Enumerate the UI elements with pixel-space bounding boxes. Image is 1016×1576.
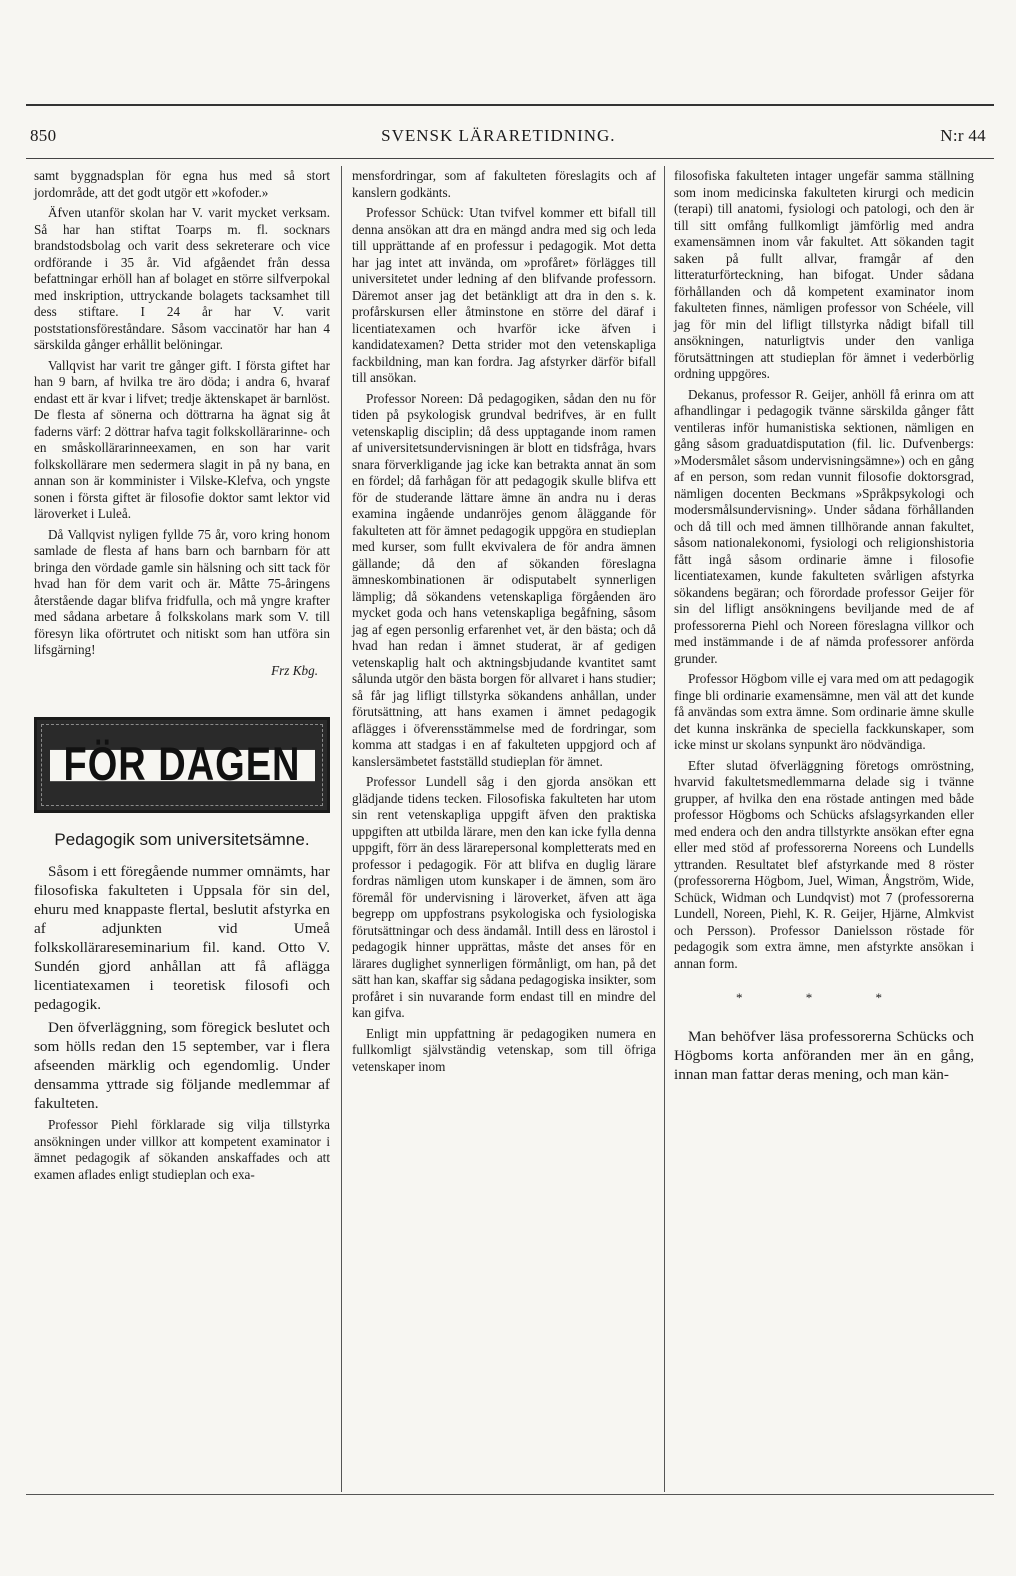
column-divider-2 [664,166,665,1492]
section-title: Pedagogik som universitetsämne. [54,830,310,849]
paragraph: Professor Schück: Utan tvifvel kommer ett bifall till denna ansökan att dra en mängd andra med sig och leda till upprättande af en professur i pedagogik. Mot detta har jag intet att invända, om »profåret» förlägges till universitetet under ledning af den blifvande professorn. Däremot anser jag det betänkligt att dra in den s. k. profårskursen eller åtminstone en större del däraf i licentiatexamen och hvarför icke äfven i kandidatexamen? Detta strider mot den vetenskapliga fackbildning, man kan fordra. Jag afstyrker därför bifall till ansökan. [352,205,656,385]
paragraph: Professor Noreen: Då pedagogiken, sådan den nu för tiden på psykologisk grundval bedrifves, är en fullt vetenskaplig disciplin; då dess upptagande inom ramen af universitetsundervisningen är blott en tidsfråga, hvars snara förverkligande jag icke kan betrakta annat än som en fördel; då farhågan för att pedagogik skulle blifva ett för de studerande lättare ämne än andra nu i deras examina ingående undanröjes genom åläggande för fakulteten att för ämnet pedagogik uppgöra en studieplan med kurser, som fullt ekvivalera de för andra ämnen gällande; då den af sökanden föreslagna ämneskombinationen är odisputabelt synnerligen lämplig; då sökandens vetenskapliga förgåenden äro mycket goda och hans vetenskapliga begåfning, såsom jag af egen personlig erfarenhet vet, är den bästa; och då hvad han redan i ämnet studerat, är af gedigen vetenskaplig halt och aktningsbjudande kvantitet samt sålunda utgör den bästa borgen för allvaret i hans studier; så får jag lifligt tillstyrka sökandens anhållan, under förutsättning, att hans examen i ämnet pedagogik aflägges i öfverensstämmelse med de fordringar, som komma att stadgas i en af fakulteten uppgjord och af kanslersämbetet fastställd studieplan för ämnet. [352,390,656,769]
bottom-rule [26,1494,994,1495]
paragraph: Enligt min uppfattning är pedagogiken numera en fullkomligt självständig vetenskap, som till öfriga vetenskaper inom [352,1025,656,1074]
publication-title: SVENSK LÄRARETIDNING. [381,126,616,145]
column-1 [34,168,330,1187]
paragraph: samt byggnadsplan för egna hus med så stort jordområde, att det godt utgör ett »kofoder.» [34,168,330,200]
for-dagen-banner [34,717,330,813]
paragraph: filosofiska fakulteten intager ungefär samma ställning som inom medicinska fakulteten kirurgi och medicin (terapi) till anatomi, fysiologi och patologi, och den är till sitt omfång fullkomligt jämförlig med andra examensämnen inom vår fakultet. Att sökanden tagit saken på fullt allvar, framgår af den litteraturförteckning, han bifogat. Under sådana förhållanden och då kompetent examinator inom fakulteten finnes, nämligen professor von Schéele, vill jag för min del lifligt tillstyrka nådigt bifall till ansökningen, naturligtvis under den vanliga förutsättningen att studieplan för ämnet i vederbörlig ordning uppgöres. [674,168,974,381]
column-2 [352,168,656,1079]
paragraph: Den öfverläggning, som föregick beslutet och som hölls redan den 15 september, var i flera afseenden märklig och egendomlig. Under densamma yttrade sig följande medlemmar af fakulteten. [34,1019,330,1112]
issue-number: N:r 44 [940,126,986,145]
top-rule [26,104,994,106]
banner-text: FÖR DAGEN [50,750,315,781]
paragraph: Dekanus, professor R. Geijer, anhöll få erinra om att afhandlingar i pedagogik tvänne särskilda gånger fått ventileras inför humanistiska sektionen, nämligen en gång såsom graduatdisputation (fil. lic. Dufvenbergs: »Modersmålet såsom undervisningsämne») och en gång af en person, som redan vunnit filosofie doktorsgrad, nämligen docenten Beckmans »Språkpsykologi och modersmålsundervisning». Under sådana förhållanden och då till och med ämnen tillhörande annan fakultet, såsom nationalekonomi, fysiologi och religionshistoria fått ingå såsom ordinarie ämne i filosofie licentiatexamen, kunde fakulteten svårligen afstyrka sökandens begäran; och förordade professor Geijer för sin del lifligt ansökningens beviljande med de af professorerna Piehl och Noreen föreslagna villkor och med instämmande i de af nämda professorer anförda grunder. [674,386,974,666]
page-number: 850 [30,126,57,145]
paragraph: Professor Högbom ville ej vara med om att pedagogik finge bli ordinarie examensämne, men väl att det kunde få användas som extra ämne. Som ordinarie ämne skulle det kunna inskränka de speciella fackkunskaper, som icke minst ur skolans synpunkt äro nödvändiga. [674,671,974,752]
paragraph: Man behöfver läsa professorerna Schücks och Högboms korta anföranden mer än en gång, innan man fattar deras mening, och man kän- [674,1027,974,1083]
paragraph: Såsom i ett föregående nummer omnämts, har filosofiska fakulteten i Uppsala för sin del, ehuru med knappaste flertal, beslutit afstyrka en af adjunkten vid Umeå folkskollärareseminarium fil. kand. Otto V. Sundén gjord anhållan att få aflägga licentiatexamen i teoretisk filosofi och pedagogik. [34,863,330,1013]
paragraph: Efter slutad öfverläggning företogs omröstning, hvarvid fakultetsmedlemmarna delade sig i tvänne grupper, af hvilka den ena röstade antingen med både professor Högboms och Schücks afslagsyrkanden eller med endera och den andra tillstyrkte ansökan efter egna eller med stöd af professorerna Noreens och Lundells yttranden. Resultatet blef afstyrkande med 8 röster (professorerna Högbom, Juel, Wiman, Ångström, Wide, Schück, Widman och Lundqvist) mot 7 (professorerna Lundell, Noreen, Piehl, K. R. Geijer, Hjärne, Almkvist och Persson). Professor Danielsson röstade för pedagogik som extra ämne, men afstyrkte ansökan i annan form. [674,757,974,971]
paragraph: Professor Lundell såg i den gjorda ansökan ett glädjande tidens tecken. Filosofiska fakulteten har utom sin rent vetenskapliga uppgift äfven den praktiska uppgiften att utbilda lärare, men den kan icke fylla denna uppgift, förr än dess lärarepersonal kompletterats med en professor i pedagogik. För att blifva en duglig lärare fordras nämligen utom kunskaper i de ämnen, som äro föremål för undervisning i läroverket, äfven att äga begrepp om uppfostrans psykologiska och fysiologiska förutsättningar och dess ändamål. Intill dess en lärostol i pedagogik hinner upprättas, måste det anses för en lärares duglighet synnerligen förmånligt, om han, på det sätt han kan, skaffar sig sådana pedagogiska insikter, som profåret i sin nuvarande form endast till en mindre del kan gifva. [352,774,656,1020]
section-separator-stars: * * * [736,990,912,1005]
signature: Frz Kbg. [271,662,318,678]
paragraph: mensfordringar, som af fakulteten föreslagits och af kanslern godkänts. [352,168,656,200]
paragraph: Äfven utanför skolan har V. varit mycket verksam. Så har han stiftat Toarps m. fl. socknars brandstodsbolag och varit dess sekreterare och vice ordförande i 35 år. Vid afgåendet från dessa befattningar erhöll han af bolaget en större silfverpokal med inskription, uttryckande bolagets tacksamhet till dess stiftare. I 24 år har V. varit poststationsföreståndare. Såsom vaccinatör har han 4 särskilda gånger erhållit belöningar. [34,205,330,352]
paragraph: Då Vallqvist nyligen fyllde 75 år, voro kring honom samlade de flesta af hans barn och barnbarn för att bringa den vördade gamle sin hälsning och sitt tack för hvad han för dem varit och är. Måtte 75-åringens återstående dagar blifva fridfulla, och må yngre krafter med sådana arbetare å folkskolans mark som V. till föresyn lika oförtrutet och nitiskt som han utföra sin lifsgärning! [34,526,330,657]
column-divider-1 [341,166,342,1492]
page-header [30,126,986,154]
column-3 [674,168,974,1088]
header-rule [26,158,994,159]
paragraph: Professor Piehl förklarade sig vilja tillstyrka ansökningen under villkor att kompetent examinator i ämnet pedagogik af sökanden anskaffades och att examen aflades enligt studieplan och exa- [34,1117,330,1182]
paragraph: Vallqvist har varit tre gånger gift. I första giftet har han 9 barn, af hvilka tre äro döda; i andra 6, hvaraf endast ett är kvar i lifvet; tredje äktenskapet är barnlöst. De flesta af sönerna och döttrarna ha ägnat sig åt faderns värf: 2 döttrar hafva tagit folkskollärarinne- och en småskollärarinneexamen, en son har varit folkskollärare men sedermera slagit in på ny bana, en annan son är komminister i Vilske-Klefva, och yngste sonen i första giftet är filosofie doktor samt lektor vid läroverket i Luleå. [34,357,330,521]
